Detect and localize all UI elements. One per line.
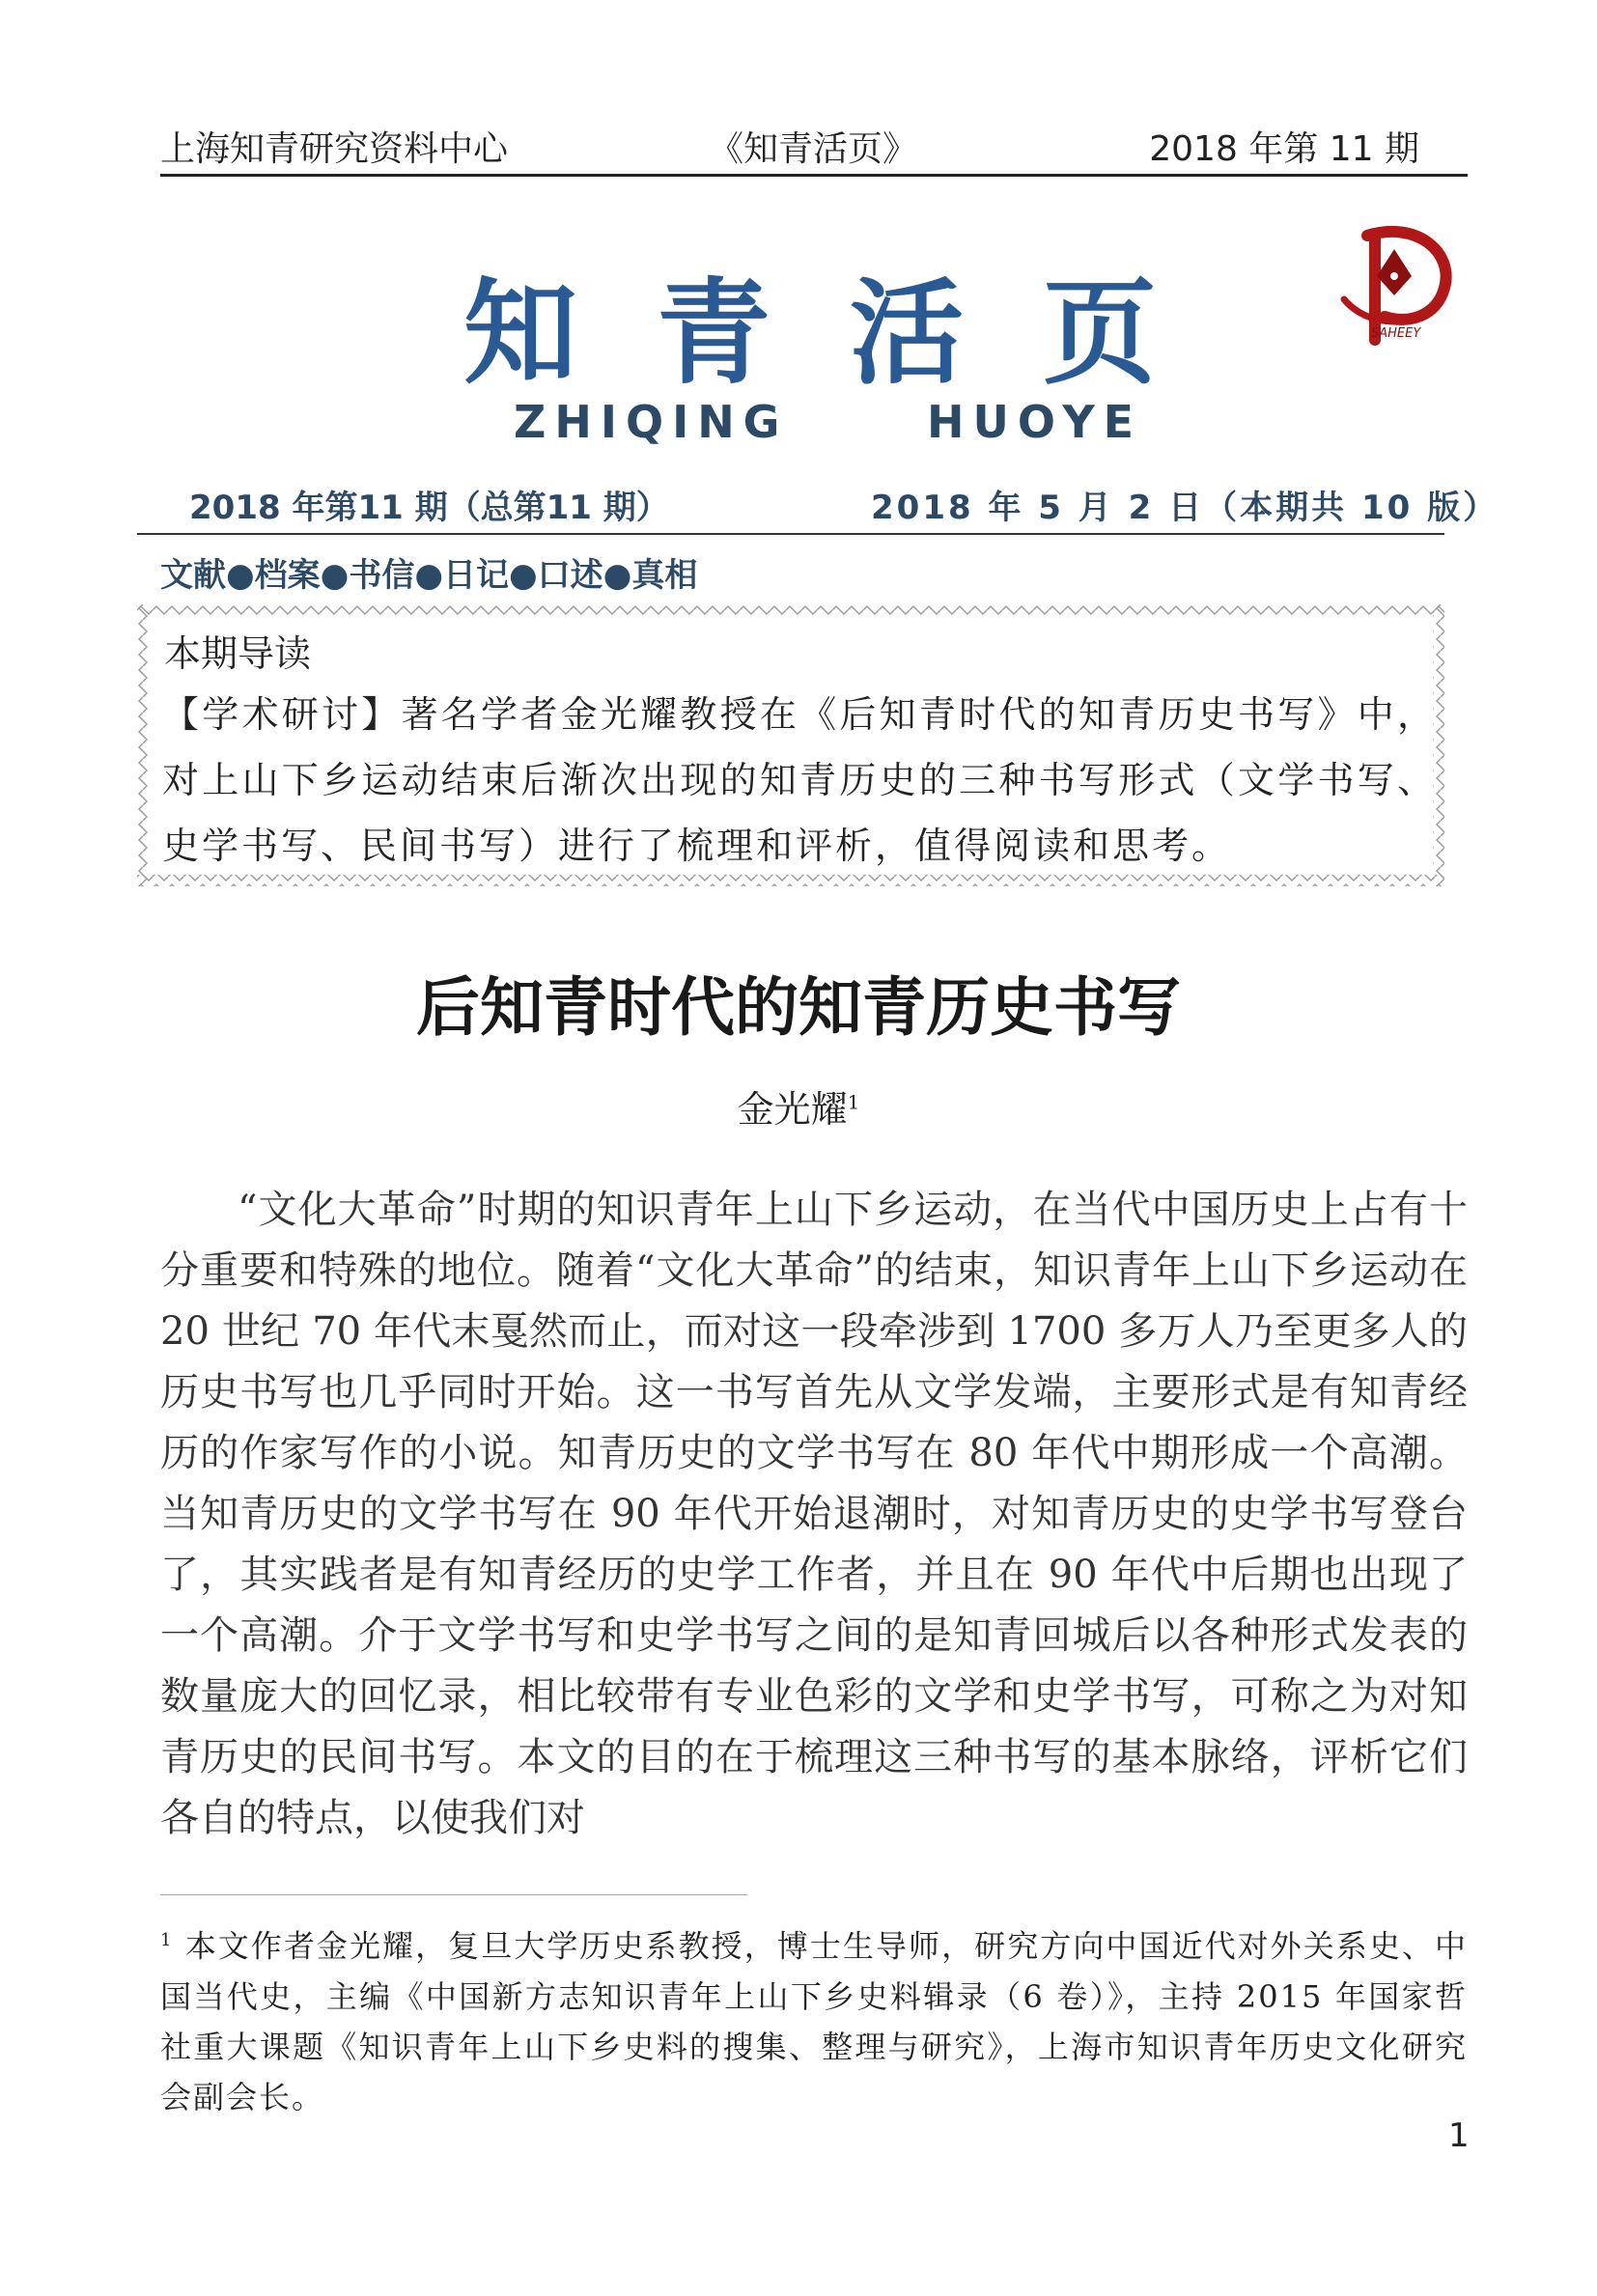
intro-text: 【学术研讨】著名学者金光耀教授在《后知青时代的知青历史书写》中，对上山下乡运动结束后渐次出现的知青历史的三种书写形式（文学书写、史学书写、民间书写）进行了梳理和评析，值得阅读和思考。 <box>162 693 1437 867</box>
header-publication: 《知青活页》 <box>708 129 917 169</box>
logo-text: SAHEEY <box>1371 326 1421 341</box>
footnote <box>160 1916 1468 2122</box>
masthead-title: 知青活页 <box>463 266 1237 400</box>
header-rule <box>160 174 1468 177</box>
author-name: 金光耀 <box>737 1088 848 1131</box>
article-title: 后知青时代的知青历史书写 <box>416 970 1181 1045</box>
running-header <box>160 114 1466 172</box>
intro-title: 本期导读 <box>164 632 312 675</box>
issue-number: 2018 年第11 期（总第11 期） <box>189 489 669 527</box>
issue-rule <box>137 533 1444 535</box>
tagline: 文献●档案●书信●日记●口述●真相 <box>160 556 698 595</box>
footnote-text: 本文作者金光耀，复旦大学历史系教授，博士生导师，研究方向中国近代对外关系史、中国当代史，主编《中国新方志知识青年上山下乡史料辑录（6 卷）》，主持 2015 年国家哲社重大课题《知识青年上山下乡史料的搜集、整理与研究》，上海市知识青年历史文化研究会副会长。 <box>160 1927 1468 2115</box>
header-issue: 2018 年第 11 期 <box>1149 129 1419 169</box>
article-author <box>0 1079 1597 1133</box>
article-body: “文化大革命”时期的知识青年上山下乡运动，在当代中国历史上占有十分重要和特殊的地位。随着“文化大革命”的结束，知识青年上山下乡运动在 20 世纪 70 年代末戛然而止，而对这一段牵涉到 1700 多万人乃至更多人的历史书写也几乎同时开始。这一书写首先从文学发端，主要形式是有知青经历的作家写作的小说。知青历史的文学书写在 80 年代中期形成一个高潮。当知青历史的文学书写在 90 年代开始退潮时，对知青历史的史学书写登台了，其实践者是有知青经历的史学工作者，并且在 90 年代中后期也出现了一个高潮。介于文学书写和史学书写之间的是知青回城后以各种形式发表的数量庞大的回忆录，相比较带有专业色彩的文学和史学书写，可称之为对知青历史的民间书写。本文的目的在于梳理这三种书写的基本脉络，评析它们各自的特点，以使我们对 <box>160 1188 1468 1840</box>
footnote-number: 1 <box>160 1930 174 1950</box>
masthead-pinyin-zhiqing: ZHIQING <box>514 396 789 448</box>
masthead-pinyin-huoye: HUOYE <box>927 396 1143 448</box>
header-publisher: 上海知青研究资料中心 <box>160 129 509 169</box>
author-footnote-ref: 1 <box>847 1090 860 1114</box>
issue-date: 2018 年 5 月 2 日（本期共 10 版） <box>871 489 1499 527</box>
page-number: 1 <box>1448 2116 1470 2155</box>
footnote-rule <box>160 1894 747 1895</box>
